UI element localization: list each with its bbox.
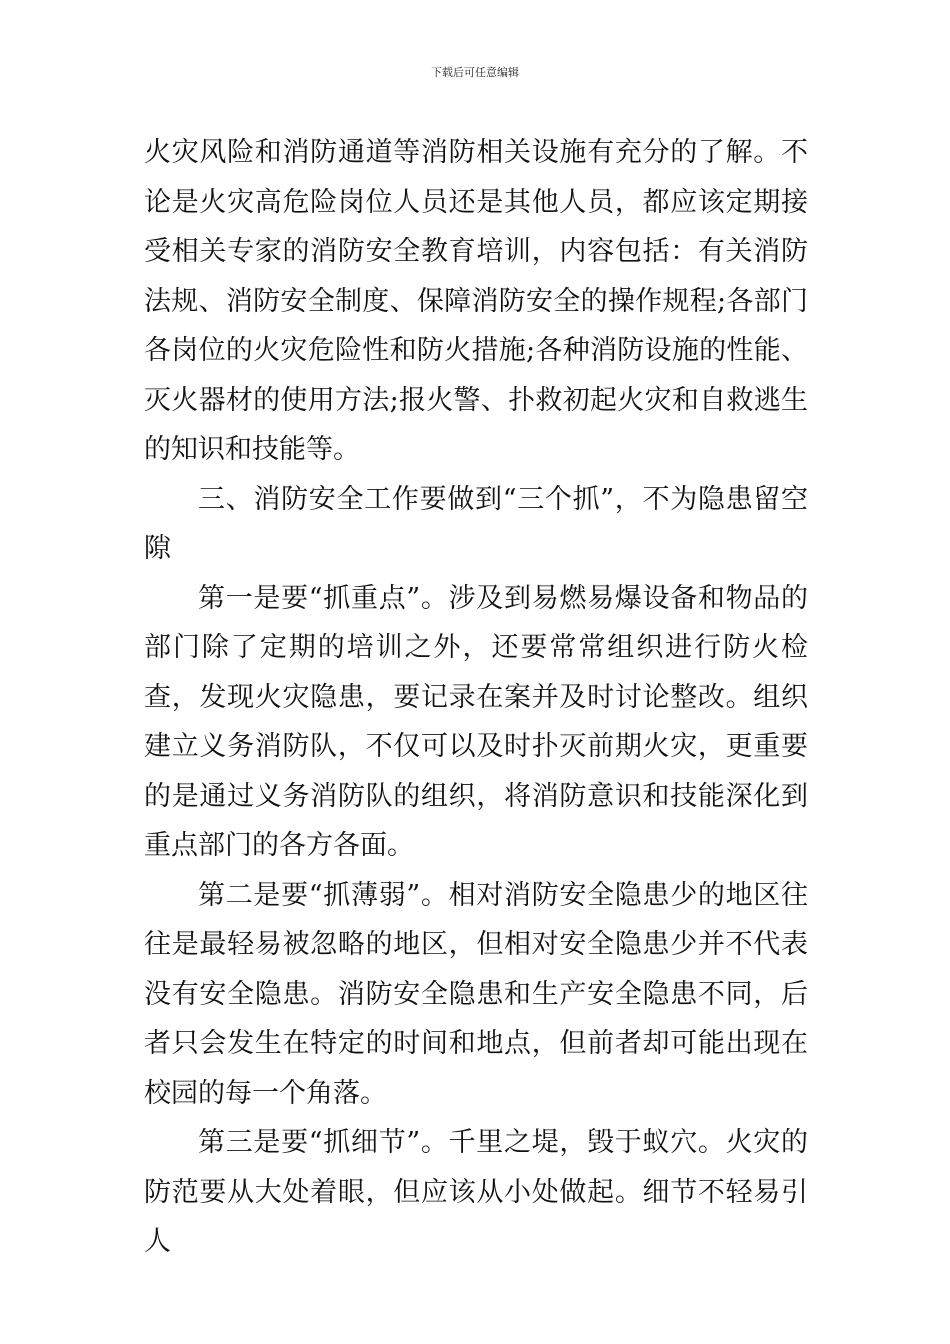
paragraph-4: 第三是要“抓细节”。千里之堤，毁于蚁穴。火灾的防范要从大处着眼，但应该从小处做起。细节不轻易引人 [144, 1127, 808, 1257]
paragraph-3: 第二是要“抓薄弱”。相对消防安全隐患少的地区往往是最轻易被忽略的地区，但相对安全隐患少并不代表没有安全隐患。消防安全隐患和生产安全隐患不同，后者只会发生在特定的时间和地点，但前者却可能出现在校园的每一个角落。 [144, 879, 808, 1109]
section-heading: 三、消防安全工作要做到“三个抓”，不为隐患留空隙 [144, 483, 808, 564]
paragraph-2: 第一是要“抓重点”。涉及到易燃易爆设备和物品的部门除了定期的培训之外，还要常常组织进行防火检查，发现火灾隐患，要记录在案并及时讨论整改。组织建立义务消防队，不仅可以及时扑灭前期火灾，更重要的是通过义务消防队的组织，将消防意识和技能深化到重点部门的各方各面。 [144, 582, 808, 861]
page-header: 下载后可任意编辑 [431, 66, 519, 79]
document-body [144, 128, 808, 1267]
paragraph-1: 火灾风险和消防通道等消防相关设施有充分的了解。不论是火灾高危险岗位人员还是其他人员，都应该定期接受相关专家的消防安全教育培训，内容包括：有关消防法规、消防安全制度、保障消防安全的操作规程;各部门各岗位的火灾危险性和防火措施;各种消防设施的性能、灭火器材的使用方法;报火警、扑救初起火灾和自救逃生的知识和技能等。 [144, 137, 808, 465]
